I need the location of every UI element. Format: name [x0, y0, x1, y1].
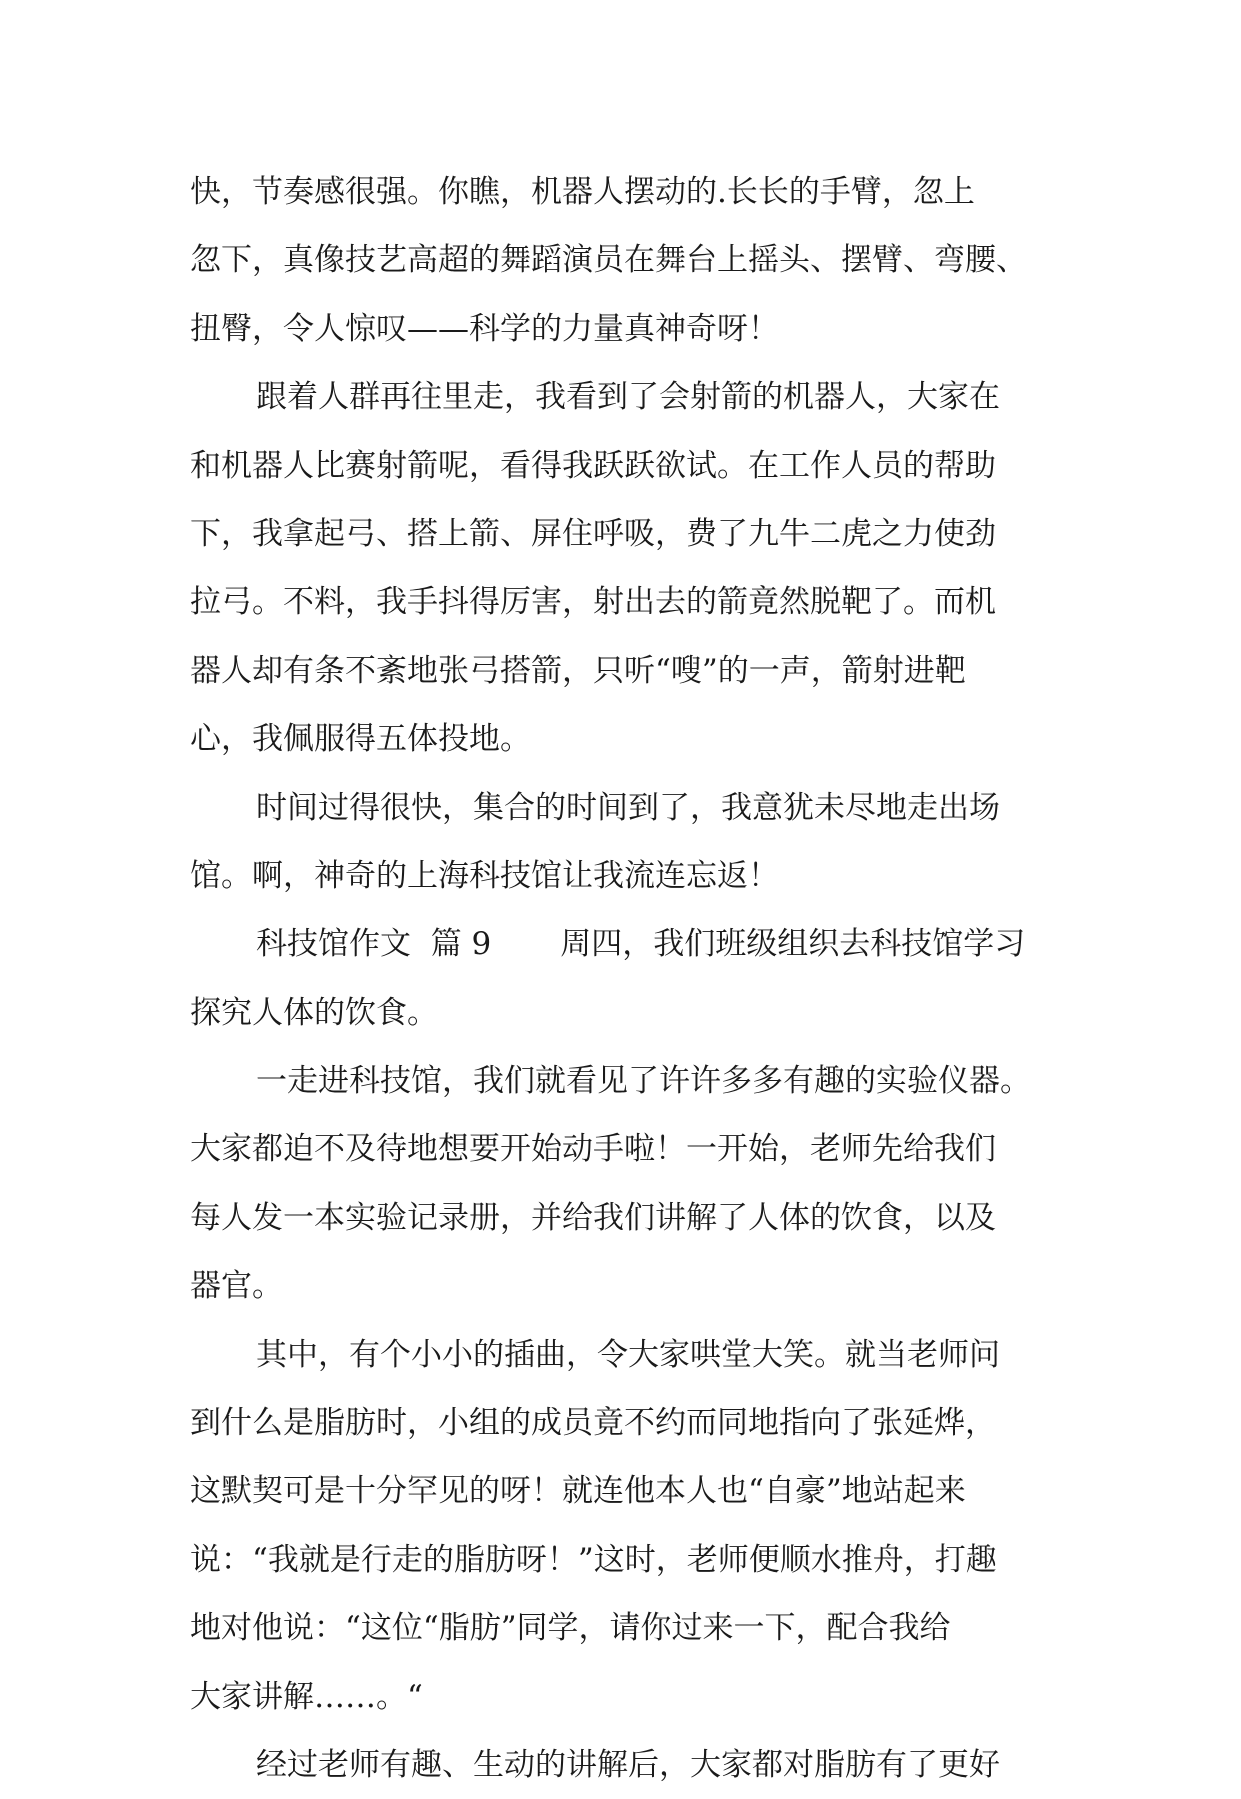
text-line: 馆。啊，神奇的上海科技馆让我流连忘返！: [190, 857, 779, 894]
section-heading-line: 科技馆作文 篇 9 周四，我们班级组织去科技馆学习: [256, 926, 1026, 963]
text-line: 地对他说：“这位“脂肪”同学，请你过来一下，配合我给: [190, 1610, 951, 1647]
text-line: 这默契可是十分罕见的呀！就连他本人也“自豪”地站起来: [190, 1473, 966, 1510]
text-line: 大家讲解……。“: [190, 1678, 423, 1715]
text-line: 到什么是脂肪时，小组的成员竟不约而同地指向了张延烨，: [190, 1405, 996, 1442]
text-line: 下，我拿起弓、搭上箭、屏住呼吸，费了九牛二虎之力使劲: [190, 515, 996, 552]
body-text: [190, 158, 1060, 1799]
text-line: 每人发一本实验记录册，并给我们讲解了人体的饮食，以及: [190, 1199, 996, 1236]
paragraph-start-line: 时间过得很快，集合的时间到了，我意犹未尽地走出场: [256, 789, 1000, 826]
paragraph-start-line: 其中，有个小小的插曲，令大家哄堂大笑。就当老师问: [256, 1336, 1000, 1373]
text-line: 拉弓。不料，我手抖得厉害，射出去的箭竟然脱靶了。而机: [190, 584, 996, 621]
paragraph-start-line: 一走进科技馆，我们就看见了许许多多有趣的实验仪器。: [256, 1063, 1031, 1100]
paragraph-start-line: 经过老师有趣、生动的讲解后，大家都对脂肪有了更好: [256, 1746, 1000, 1783]
text-line: 探究人体的饮食。: [190, 994, 438, 1031]
paragraph-start-line: 跟着人群再往里走，我看到了会射箭的机器人，大家在: [256, 379, 1000, 416]
text-line: 器人却有条不紊地张弓搭箭，只听“嗖”的一声，箭射进靶: [190, 652, 966, 689]
text-line: 器官。: [190, 1268, 283, 1305]
text-line: 快，节奏感很强。你瞧，机器人摆动的.长长的手臂，忽上: [190, 174, 975, 210]
text-line: 忽下，真像技艺高超的舞蹈演员在舞台上摇头、摆臂、弯腰、: [190, 242, 1027, 279]
text-line: 大家都迫不及待地想要开始动手啦！一开始，老师先给我们: [190, 1131, 996, 1168]
text-line: 心，我佩服得五体投地。: [190, 721, 531, 758]
text-line: 扭臀，令人惊叹——科学的力量真神奇呀！: [190, 310, 779, 347]
text-line: 和机器人比赛射箭呢，看得我跃跃欲试。在工作人员的帮助: [190, 447, 996, 484]
text-line: 说：“我就是行走的脂肪呀！”这时，老师便顺水推舟，打趣: [190, 1541, 997, 1578]
